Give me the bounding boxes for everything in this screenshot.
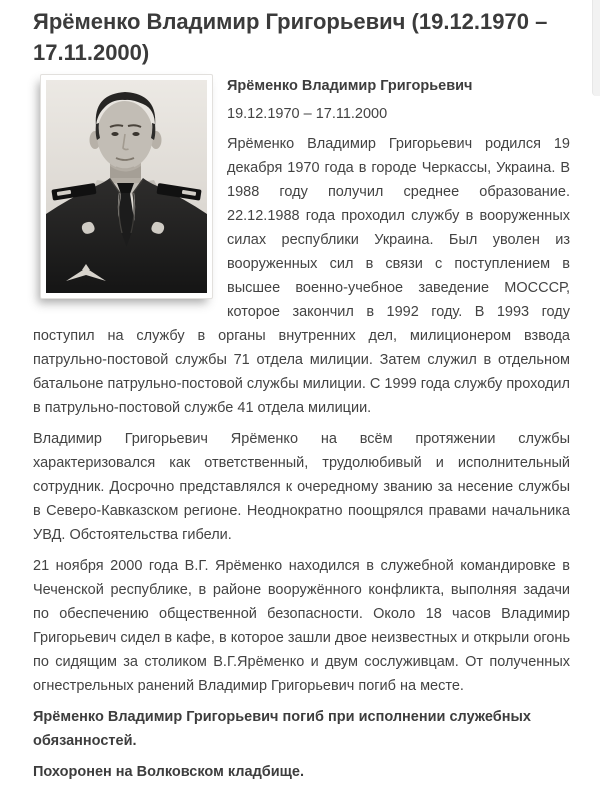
- biography-paragraph: Ярёменко Владимир Григорьевич родился 19 декабря 1970 года в городе Черкассы, Украина. В 1988 году получил среднее образование. 22.12.1988 года проходил службу в вооруженных силах республики Украина. Был уволен из вооруженных сил в связи с поступлением в высшее военно-учебное заведение МОСССР, которое закончил в 1992 году. В 1993 году поступил на службу в органы внутренних дел, милиционером взвода патрульно-постовой службы 71 отдела милиции. Затем служил в отдельном батальоне патрульно-постовой службы милиции. С 1999 года службу проходил в патрульно-постовой службе 41 отдела милиции.: [33, 136, 570, 416]
- death-note: Ярёменко Владимир Григорьевич погиб при исполнении служебных обязанностей.: [33, 709, 531, 749]
- person-name: Ярёменко Владимир Григорьевич: [227, 78, 473, 94]
- page-title: Ярёменко Владимир Григорьевич (19.12.1970 – 17.11.2000): [33, 9, 548, 65]
- right-edge-panel-fragment: [592, 0, 600, 96]
- death-circumstances-paragraph: 21 ноября 2000 года В.Г. Ярёменко находился в служебной командировке в Чеченской республике, в районе вооружённого конфликта, выполняя задачи по обеспечению общественной безопасности. Около 18 часов Владимир Григорьевич сидел в кафе, в которое зашли двое неизвестных и открыли огонь по сидящим за столиком В.Г.Ярёменко и двум сослуживцам. От полученных огнестрельных ранений Владимир Григорьевич погиб на месте.: [33, 558, 570, 694]
- person-dates: 19.12.1970 – 17.11.2000: [227, 106, 388, 122]
- portrait-photo: [40, 74, 213, 299]
- burial-note: Похоронен на Волковском кладбище.: [33, 764, 304, 780]
- service-record-paragraph: Владимир Григорьевич Ярёменко на всём протяжении службы характеризовался как ответственный, трудолюбивый и исполнительный сотрудник. Досрочно представлялся к очередному званию за несение службы в Северо-Кавказском регионе. Неоднократно поощрялся правами начальника УВД. Обстоятельства гибели.: [33, 431, 570, 543]
- portrait-illustration: [46, 80, 207, 293]
